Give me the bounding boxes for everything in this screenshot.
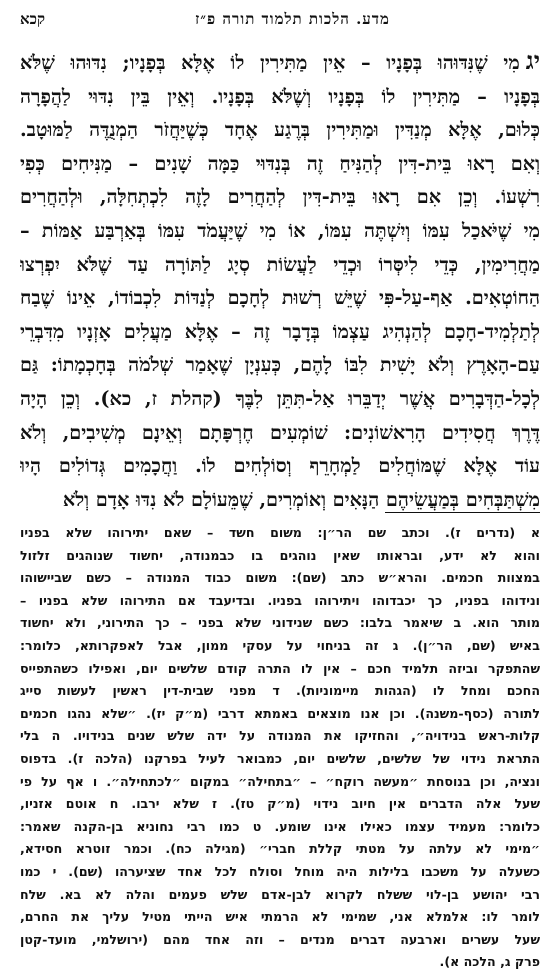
footnote-line: לתורה (כסף-משנה). וכן אנו מוצאים באמתא דרבי (מ״ק יז). ״שלא נהגו חכמים [20, 705, 540, 721]
main-text-line: רִשְׁעוֹ. וְכֵן אִם רָאוּ בֵּית-דִּין לְהַחֲרִים לָזֶה לִכְתְחִלָּה, וּלְהַחֲרִים [20, 185, 540, 209]
halakha-number: יג [525, 46, 540, 75]
main-text-line: וְאִם רָאוּ בֵּית-דִּין לְהַנִּיחַ זֶה בְּנִדּוּי כַּמָּה שָׁנִים – מַנִּיחִים כְּפִי [20, 151, 540, 175]
footnote-line: באיש (שם, הר״ן). ג זה בניחוי על עסקי ממון, אבל לאפקרותא, כלומר: [20, 637, 540, 653]
page-number: קכא [20, 9, 45, 28]
footnote-line: ונציה, וכן בנוסחת ״מעשה רוקח״ – ״בתחילה״ במקום ״לכתחילה״. ו אף על פי [20, 773, 540, 789]
footnote-line: קלות-ראש בנידויה״, והחזיקו את המנודה על ידה שלש שנים בנידויו. ה בלי [20, 728, 540, 744]
main-text-line: מִשְׁתַּבְּחִים בְּמַעֲשֵׂיהֶם הַנָּאִים וְאוֹמְרִים, שֶׁמֵּעוֹלָם לֹא נִדּוּ אָדָם וְלֹא [62, 487, 540, 511]
footnote-line: ״מימי לא עלתה על מטתי קללת חברי״ (מגילה כח). וכמר זוטרא חסידא, [20, 841, 540, 857]
footnote-line: רבי יהושע בן-לוי ששלח לקרוא לבן-אדם שלש פעמים והלה לא בא. שלח [20, 886, 540, 902]
main-text-line: הַחוֹטְאִים. אַף-עַל-פִּי שֶׁיֵּשׁ רְשׁוּת לְחָכָם לְנַדּוֹת לִכְבוֹדוֹ, אֵינוֹ שֶׁבַח [20, 286, 540, 310]
footnotes [20, 522, 540, 974]
footnote-divider [385, 512, 540, 513]
main-text-line: יגמִי שֶׁנִּדּוּהוּ בְּפָנָיו – אֵין מַתִּירִין לוֹ אֶלָּא בְּפָנָיו; נִדּוּהוּ שֶׁלֹּא [20, 46, 540, 75]
footnote-line: במצוות חכמים. והרא״ש כתב (שם): משום כבוד המנודה – כשם שביישוהו [20, 570, 540, 586]
main-text-line: מִי שֶׁיֹּאכַל עִמּוֹ וְיִשְׁתֶּה עִמּוֹ, אוֹ מִי שֶׁיַּעֲמֹד עִמּוֹ בְּאַרְבַּע אַמּוֹת – [20, 218, 540, 242]
main-text-line: עוֹד אֶלָּא שֶׁמּוֹחֲלִים לַמְחָרֵף וְסוֹלְחִים לוֹ. וַחֲכָמִים גְּדוֹלִים הָיוּ [20, 454, 540, 478]
main-text-line: לְכָל-הַדְּבָרִים אֲשֶׁר יְדַבֵּרוּ אַל-תִּתֵּן לִבֶּךָ (קהלת ז, כא). וְכֵן הָיָה [20, 386, 540, 410]
footnote-line: שעל אלה הדברים אין חיוב נידוי (מ״ק טז). ז שלא ירבו. ח אוטם אזניו, [20, 796, 540, 812]
book-title: מדע. הלכות תלמוד תורה פ״ז [195, 9, 390, 28]
main-text-line: לְתַלְמִיד-חָכָם לְהַנְהִיג עַצְמוֹ בְּדָבָר זֶה – אֶלָּא מַעֲלִים אָזְנָיו מִדִּבְרֵי [20, 319, 540, 343]
main-text-line: מַחֲרִימִין, כְּדֵי לִיסְּרוֹ וּכְדֵי לַעֲשׂוֹת סְיָג לַתּוֹרָה עַד שֶׁלֹּא יִפְרְצוּ [20, 252, 540, 276]
footnote-line: התראת נידוי של שלשים, שלשים יום, כמבואר לעיל בפרקנו (הלכה ז). בדפוס [20, 750, 540, 766]
footnote-line: פרק ג, הלכה א). [439, 954, 540, 970]
main-text-line: עַם-הָאָרֶץ וְלֹא יָשִׁית לִבּוֹ לָהֶם, כְּעִנְיָן שֶׁאָמַר שְׁלֹמֹה בְּחָכְמָתוֹ: גַּם [20, 353, 540, 377]
footnote-line: החכם ומחל לו (הגהות מיימוניות). ד מפני שבית-דין ראשין לעשות סייג [20, 683, 540, 699]
main-text-line: כְּלוּם, אֶלָּא מְנַדִּין וּמַתִּירִין בְּרֶגַע אֶחָד כְּשֶׁיַּחֲזֹר הַמְנֻדֶּה לַמּוּטָב. [20, 118, 540, 142]
main-text [20, 44, 540, 516]
main-text-line: דֶּרֶךְ חֲסִידִים הָרִאשׁוֹנִים: שׁוֹמְעִים חֶרְפָּתָם וְאֵינָם מְשִׁיבִים, וְלֹא [20, 420, 540, 444]
footnote-line: והוא לא ידע, ובראותו שאין נוהגים בו כבמנודה, יחשוד שנוהגים זלזול [20, 547, 540, 563]
footnote-line: מותר הוא. ב שיאמר בלבו: כשם שנידוני שלא בפני – כך התירוני, ולא יחשוד [20, 615, 540, 631]
running-header [20, 8, 540, 30]
footnote-line: כלומר: מעמיד עצמו כאילו אינו שומע. ט כמו רבי נחוניא בן-הקנה שאמר: [20, 818, 540, 834]
footnote-line: לומר לו: אלמלא אני, שמימי לא הרמתי איש הייתי מטיל עליך את החרם, [20, 909, 540, 925]
main-text-line: בְּפָנָיו – מַתִּירִין לוֹ בְּפָנָיו וְשֶׁלֹּא בְּפָנָיו. וְאֵין בֵּין נִדּוּי לַהֲפָרָה [20, 84, 540, 108]
footnote-line: ונידוהו בפניו, כך יכבדוהו ויתירוהו בפניו. ובדיעבד אם התירוהו שלא בפניו – [20, 592, 540, 608]
footnote-line: שהתפקר וביזה תלמיד חכם – אין לו התרה קודם שלשים יום, ואפילו כשהתפייס [20, 660, 540, 676]
footnote-line: כשעלה על משכבו בלילות היה מוחל וסולח לכל אחד שציערהו (שם). י כמו [20, 863, 540, 879]
footnote-line: שעל עשרים וארבעה דברים מנדים – וזה אחד מהם (ירושלמי, מועד-קטן [20, 931, 540, 947]
footnote-line: א (נדרים ז). וכתב שם הר״ן: משום חשד – שאם יתירוהו שלא בפניו [20, 525, 540, 540]
